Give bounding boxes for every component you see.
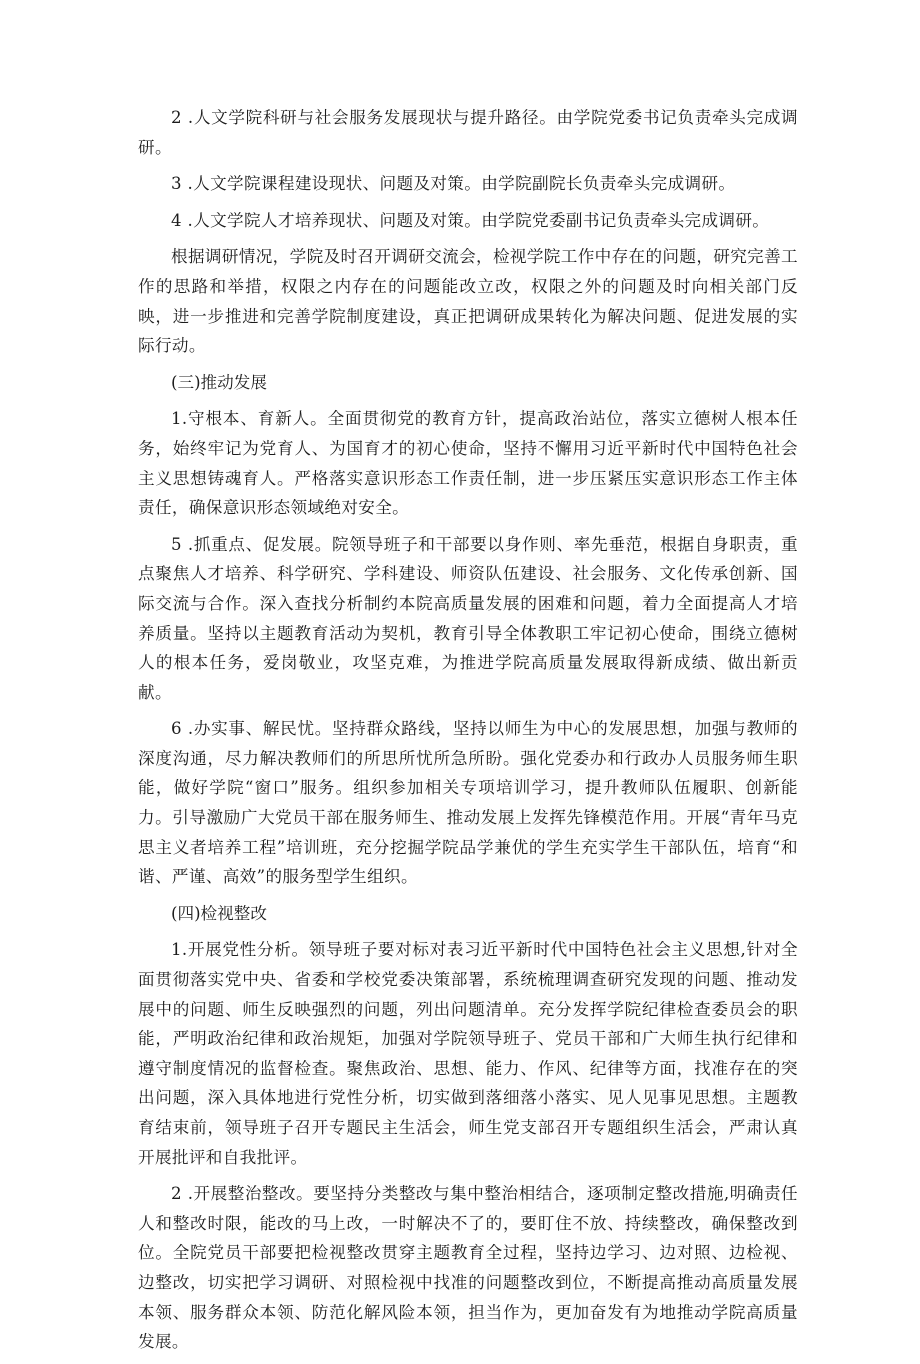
document-page: [138, 103, 798, 1364]
paragraph-key-development: 5 .抓重点、促发展。院领导班子和干部要以身作则、率先垂范，根据自身职责，重点聚焦人才培养、科学研究、学科建设、师资队伍建设、社会服务、文化传承创新、国际交流与合作。深入查找分析制约本院高质量发展的困难和问题，着力全面提高人才培养质量。坚持以主题教育活动为契机，教育引导全体教职工牢记初心使命，围绕立德树人的根本任务，爱岗敬业，攻坚克难，为推进学院高质量发展取得新成绩、做出新贡献。: [138, 534, 798, 702]
paragraph-item-2: 2 .人文学院科研与社会服务发展现状与提升路径。由学院党委书记负责牵头完成调研。: [138, 108, 798, 157]
paragraph-item-3: 3 .人文学院课程建设现状、问题及对策。由学院副院长负责牵头完成调研。: [171, 174, 736, 194]
paragraph-root-education: 1.守根本、育新人。全面贯彻党的教育方针，提高政治站位，落实立德树人根本任务，始终牢记为党育人、为国育才的初心使命，坚持不懈用习近平新时代中国特色社会主义思想铸魂育人。严格落实意识形态工作责任制，进一步压紧压实意识形态工作主体责任，确保意识形态领域绝对安全。: [138, 409, 798, 518]
paragraph-summary: 根据调研情况，学院及时召开调研交流会，检视学院工作中存在的问题，研究完善工作的思路和举措，权限之内存在的问题能改立改，权限之外的问题及时向相关部门反映，进一步推进和完善学院制度建设，真正把调研成果转化为解决问题、促进发展的实际行动。: [138, 247, 798, 356]
paragraph-practical-work: 6 .办实事、解民忧。坚持群众路线，坚持以师生为中心的发展思想，加强与教师的深度沟通，尽力解决教师们的所思所忧所急所盼。强化党委办和行政办人员服务师生职能，做好学院“窗口”服务。组织参加相关专项培训学习，提升教师队伍履职、创新能力。引导激励广大党员干部在服务师生、推动发展上发挥先锋模范作用。开展“青年马克思主义者培养工程”培训班，充分挖掘学院品学兼优的学生充实学生干部队伍，培育“和谐、严谨、高效”的服务型学生组织。: [138, 719, 798, 887]
paragraph-rectification: 2 .开展整治整改。要坚持分类整改与集中整治相结合，逐项制定整改措施,明确责任人和整改时限，能改的马上改，一时解决不了的，要盯住不放、持续整改，确保整改到位。全院党员干部要把检视整改贯穿主题教育全过程，坚持边学习、边对照、边检视、边整改，切实把学习调研、对照检视中找准的问题整改到位，不断提高推动高质量发展本领、服务群众本领、防范化解风险本领，担当作为，更加奋发有为地推动学院高质量发展。: [138, 1184, 798, 1352]
section-heading-4: (四)检视整改: [171, 903, 267, 923]
paragraph-party-analysis: 1.开展党性分析。领导班子要对标对表习近平新时代中国特色社会主义思想,针对全面贯彻落实党中央、省委和学校党委决策部署，系统梳理调查研究发现的问题、推动发展中的问题、师生反映强烈的问题，列出问题清单。充分发挥学院纪律检查委员会的职能，严明政治纪律和政治规矩，加强对学院领导班子、党员干部和广大师生执行纪律和遵守制度情况的监督检查。聚焦政治、思想、能力、作风、纪律等方面，找准存在的突出问题，深入具体地进行党性分析，切实做到落细落小落实、见人见事见思想。主题教育结束前，领导班子召开专题民主生活会，师生党支部召开专题组织生活会，严肃认真开展批评和自我批评。: [138, 940, 798, 1167]
paragraph-item-4: 4 .人文学院人才培养现状、问题及对策。由学院党委副书记负责牵头完成调研。: [171, 210, 770, 230]
section-heading-3: (三)推动发展: [171, 372, 267, 392]
